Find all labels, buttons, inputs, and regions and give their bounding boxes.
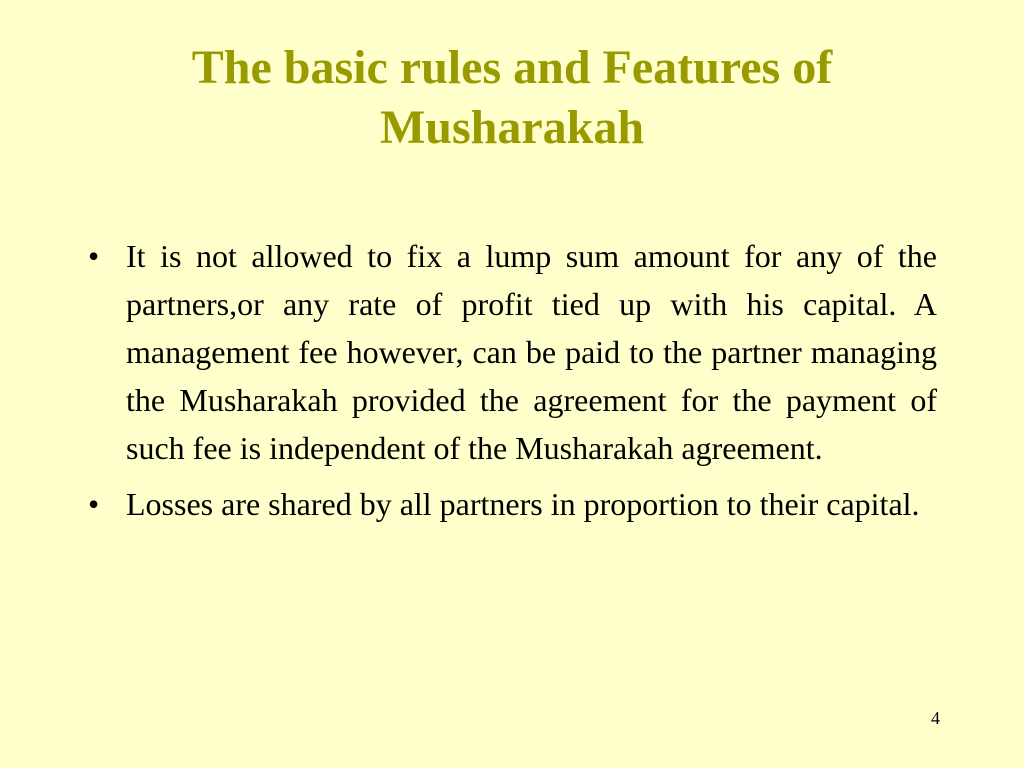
bullet-item-2 bbox=[88, 480, 937, 528]
bullet-icon: • bbox=[88, 238, 100, 274]
slide-title bbox=[60, 38, 964, 158]
bullet-item-1 bbox=[88, 232, 937, 472]
slide-title-line-2: Musharakah bbox=[379, 101, 645, 154]
bullet-icon: • bbox=[88, 486, 100, 522]
bullet-list bbox=[88, 232, 937, 528]
bullet-text-1: It is not allowed to fix a lump sum amount for any of the partners,or any rate of profit tied up with his capital. A management fee however, can be paid to the partner managing the Musharakah provided the agreement for the payment of such fee is independent of the Musharakah agreement. bbox=[126, 238, 937, 466]
bullet-text-2: Losses are shared by all partners in proportion to their capital. bbox=[126, 486, 920, 522]
slide-title-line-1: The basic rules and Features of bbox=[191, 41, 833, 94]
slide-number: 4 bbox=[931, 708, 940, 728]
